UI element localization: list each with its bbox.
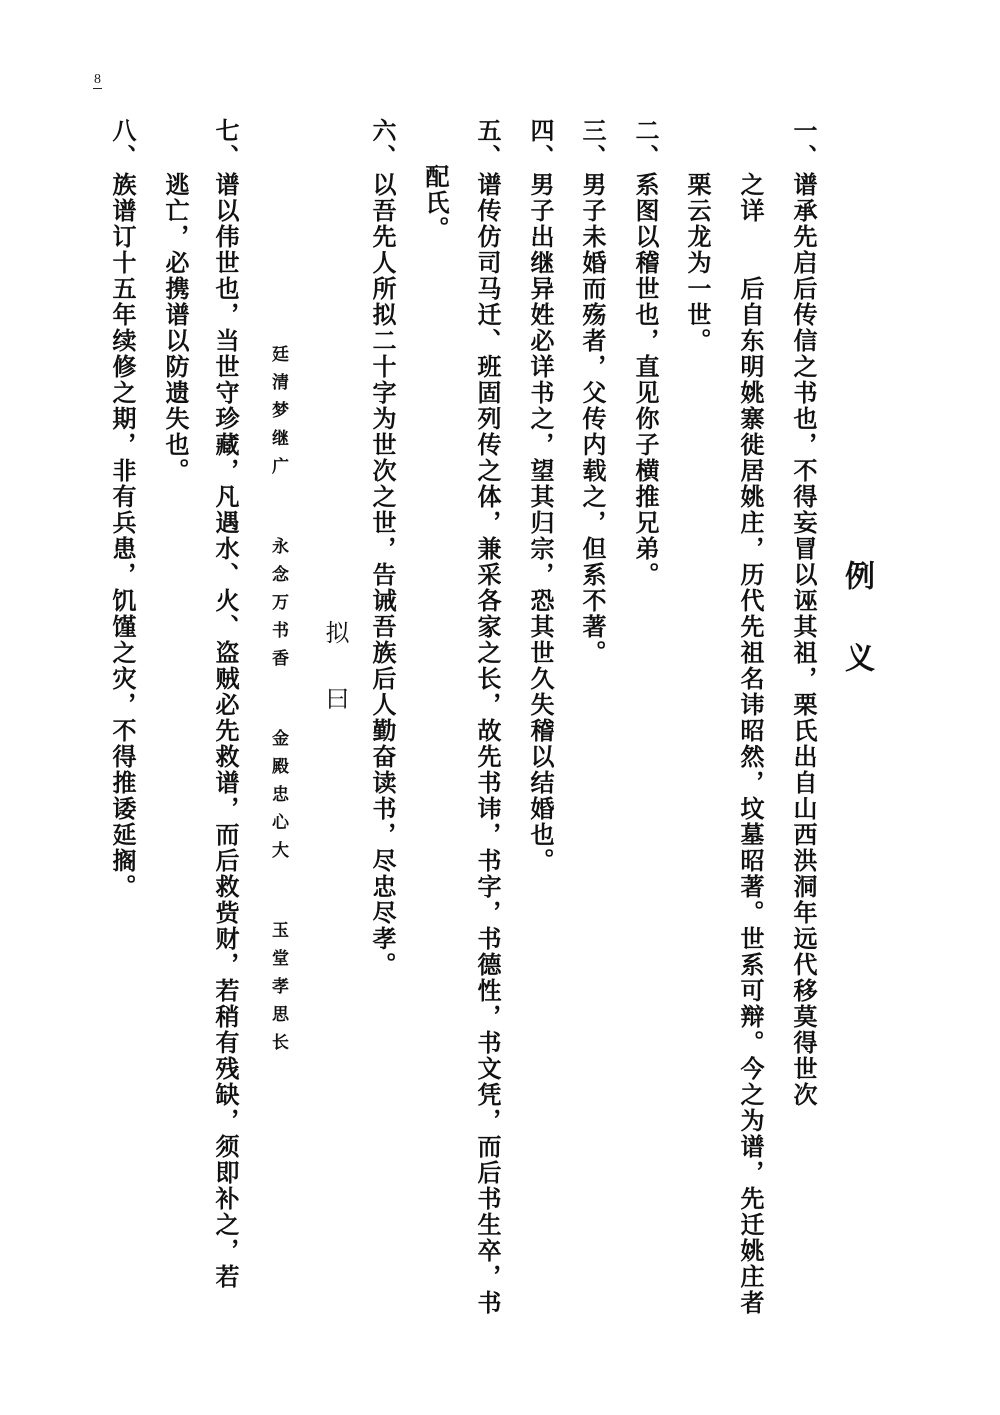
item-1-line-1: 谱承先启后传信之书也，不得妄冒以诬其祖，栗氏出自山西洪洞年远代移莫得世次 xyxy=(789,172,817,1108)
item-4-marker: 四、 xyxy=(526,118,554,170)
generation-name-group-4: 玉堂孝思长 xyxy=(268,921,288,1061)
generation-heading: 拟曰 xyxy=(321,620,349,752)
item-7-marker: 七、 xyxy=(211,118,239,170)
item-8-marker: 八、 xyxy=(108,118,136,170)
generation-names xyxy=(266,345,291,1061)
item-5-line-1: 谱传仿司马迁、班固列传之体，兼采各家之长，故先书讳，书字，书德性，书文凭，而后书生卒，书 xyxy=(473,172,501,1316)
item-2-line-1: 系图以稽世也，直见你子横推兄弟。 xyxy=(631,172,659,588)
generation-name-group-1: 廷清梦继广 xyxy=(268,345,288,485)
item-3-line-1: 男子未婚而殇者，父传内载之，但系不著。 xyxy=(578,172,606,666)
item-1-line-2: 之详 后自东明姚寨徙居姚庄，历代先祖名讳昭然，坟墓昭著。世系可辩。今之为谱，先迁姚庄者 xyxy=(736,172,764,1316)
item-7-line-2: 逃亡，必携谱以防遗失也。 xyxy=(161,172,189,484)
item-5-marker: 五、 xyxy=(473,118,501,170)
item-1-marker: 一、 xyxy=(789,118,817,170)
item-8-line-1: 族谱订十五年续修之期，非有兵患，饥馑之灾，不得推诿延搁。 xyxy=(108,172,136,900)
item-7-line-1: 谱以伟世也，当世守珍藏，凡遇水、火、盗贼必先救谱，而后救赀财，若稍有残缺，须即补之，若 xyxy=(211,172,239,1290)
item-2-marker: 二、 xyxy=(631,118,659,170)
generation-name-group-2: 永念万书香 xyxy=(268,537,288,677)
generation-name-group-3: 金殿忠心大 xyxy=(268,729,288,869)
item-4-line-1: 男子出继异姓必详书之，望其归宗，恐其世久失稽以结婚也。 xyxy=(526,172,554,874)
page-number: 8 xyxy=(94,72,101,87)
item-6-line-1: 以吾先人所拟二十字为世次之世，告诫吾族后人勤奋读书，尽忠尽孝。 xyxy=(368,172,396,978)
item-6-marker: 六、 xyxy=(368,118,396,170)
item-1-line-3: 栗云龙为一世。 xyxy=(683,172,711,354)
item-3-marker: 三、 xyxy=(578,118,606,170)
page-title: 例义 xyxy=(839,560,874,724)
item-5-line-2: 配氏。 xyxy=(421,164,449,242)
